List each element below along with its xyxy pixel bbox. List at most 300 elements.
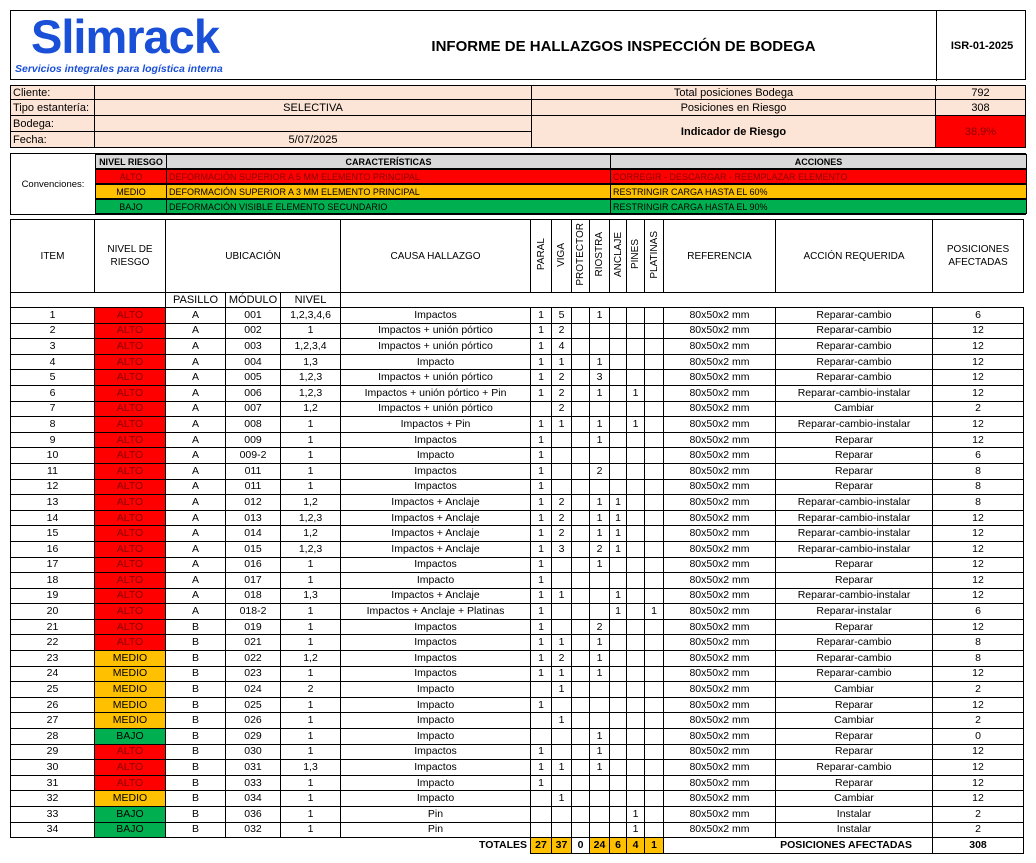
cell-pines bbox=[627, 463, 645, 479]
cell-paral: 1 bbox=[531, 744, 552, 760]
cell-protector bbox=[572, 510, 590, 526]
cell-causa: Impacto bbox=[341, 775, 531, 791]
subheader-pasillo: PASILLO bbox=[166, 293, 226, 308]
cell-posiciones: 12 bbox=[933, 417, 1024, 433]
cell-modulo: 013 bbox=[226, 510, 281, 526]
cell-referencia: 80x50x2 mm bbox=[664, 619, 776, 635]
cell-platinas bbox=[645, 385, 664, 401]
cell-modulo: 036 bbox=[226, 807, 281, 823]
cell-viga: 1 bbox=[552, 354, 572, 370]
conv-header-caracteristicas: CARACTERÍSTICAS bbox=[166, 154, 611, 169]
cell-causa: Pin bbox=[341, 822, 531, 838]
cell-nivel-ubic: 1,3 bbox=[281, 354, 341, 370]
cell-modulo: 004 bbox=[226, 354, 281, 370]
cell-viga bbox=[552, 775, 572, 791]
cell-paral: 1 bbox=[531, 370, 552, 386]
cell-riostra bbox=[590, 448, 610, 464]
cell-platinas bbox=[645, 775, 664, 791]
cell-item: 2 bbox=[11, 323, 95, 339]
table-row bbox=[11, 666, 1024, 682]
cell-nivel-ubic: 1 bbox=[281, 775, 341, 791]
cell-referencia: 80x50x2 mm bbox=[664, 479, 776, 495]
cell-causa: Impactos bbox=[341, 619, 531, 635]
cell-platinas bbox=[645, 401, 664, 417]
table-row bbox=[11, 308, 1024, 324]
cell-accion: Reparar-instalar bbox=[776, 604, 933, 620]
cell-modulo: 009 bbox=[226, 432, 281, 448]
cell-pines bbox=[627, 495, 645, 511]
cell-nivel: ALTO bbox=[95, 775, 166, 791]
cell-accion: Reparar bbox=[776, 432, 933, 448]
cell-referencia: 80x50x2 mm bbox=[664, 354, 776, 370]
cell-viga bbox=[552, 604, 572, 620]
cell-protector bbox=[572, 775, 590, 791]
cell-pasillo: B bbox=[166, 651, 226, 667]
cell-item: 12 bbox=[11, 479, 95, 495]
cell-referencia: 80x50x2 mm bbox=[664, 370, 776, 386]
cell-pines bbox=[627, 370, 645, 386]
cell-modulo: 017 bbox=[226, 573, 281, 589]
cell-nivel-ubic: 1 bbox=[281, 573, 341, 589]
cell-pasillo: A bbox=[166, 401, 226, 417]
cell-causa: Impactos + unión pórtico + Pin bbox=[341, 385, 531, 401]
cell-riostra bbox=[590, 401, 610, 417]
cell-paral bbox=[531, 729, 552, 745]
cell-modulo: 001 bbox=[226, 308, 281, 324]
cell-posiciones: 12 bbox=[933, 526, 1024, 542]
table-row bbox=[11, 604, 1024, 620]
cell-accion: Reparar bbox=[776, 729, 933, 745]
cell-platinas bbox=[645, 573, 664, 589]
cell-protector bbox=[572, 682, 590, 698]
cell-nivel-ubic: 1,2 bbox=[281, 651, 341, 667]
report-code: ISR-01-2025 bbox=[936, 11, 1027, 81]
cell-pasillo: B bbox=[166, 619, 226, 635]
table-row bbox=[11, 729, 1024, 745]
header-referencia: REFERENCIA bbox=[664, 220, 776, 293]
conv-medio-nivel: MEDIO bbox=[95, 184, 167, 199]
cell-pasillo: B bbox=[166, 791, 226, 807]
cell-modulo: 011 bbox=[226, 479, 281, 495]
cell-viga: 1 bbox=[552, 417, 572, 433]
cell-viga bbox=[552, 573, 572, 589]
table-row bbox=[11, 385, 1024, 401]
header-protector: PROTECTOR bbox=[572, 220, 590, 293]
cell-accion: Reparar bbox=[776, 448, 933, 464]
cell-accion: Reparar bbox=[776, 697, 933, 713]
cell-causa: Impactos + Anclaje + Platinas bbox=[341, 604, 531, 620]
findings-table bbox=[10, 219, 1024, 854]
table-row bbox=[11, 791, 1024, 807]
cell-causa: Impactos + unión pórtico bbox=[341, 323, 531, 339]
cell-nivel: MEDIO bbox=[95, 697, 166, 713]
cell-accion: Reparar-cambio bbox=[776, 308, 933, 324]
cell-causa: Impactos bbox=[341, 432, 531, 448]
cell-item: 1 bbox=[11, 308, 95, 324]
cell-modulo: 034 bbox=[226, 791, 281, 807]
cell-nivel-ubic: 1 bbox=[281, 417, 341, 433]
cell-pasillo: A bbox=[166, 604, 226, 620]
cell-paral: 1 bbox=[531, 775, 552, 791]
cell-accion: Reparar-cambio bbox=[776, 651, 933, 667]
cell-referencia: 80x50x2 mm bbox=[664, 432, 776, 448]
cell-posiciones: 6 bbox=[933, 448, 1024, 464]
cell-protector bbox=[572, 791, 590, 807]
cell-modulo: 022 bbox=[226, 651, 281, 667]
cell-pasillo: A bbox=[166, 495, 226, 511]
cell-nivel: BAJO bbox=[95, 822, 166, 838]
header-paral: PARAL bbox=[531, 220, 552, 293]
cell-nivel-ubic: 1 bbox=[281, 822, 341, 838]
cell-riostra: 1 bbox=[590, 308, 610, 324]
cell-viga: 1 bbox=[552, 682, 572, 698]
cell-item: 22 bbox=[11, 635, 95, 651]
cell-item: 23 bbox=[11, 651, 95, 667]
cell-causa: Impactos + Anclaje bbox=[341, 541, 531, 557]
cell-protector bbox=[572, 448, 590, 464]
cell-accion: Reparar-cambio-instalar bbox=[776, 541, 933, 557]
cell-viga: 1 bbox=[552, 635, 572, 651]
cell-anclaje bbox=[610, 635, 627, 651]
cell-platinas bbox=[645, 370, 664, 386]
cell-posiciones: 0 bbox=[933, 729, 1024, 745]
table-row bbox=[11, 682, 1024, 698]
cell-modulo: 019 bbox=[226, 619, 281, 635]
cell-platinas bbox=[645, 417, 664, 433]
cell-riostra: 2 bbox=[590, 619, 610, 635]
cell-platinas bbox=[645, 308, 664, 324]
cell-modulo: 011 bbox=[226, 463, 281, 479]
cell-pines bbox=[627, 510, 645, 526]
cell-causa: Impactos + Anclaje bbox=[341, 495, 531, 511]
cell-platinas bbox=[645, 729, 664, 745]
cell-paral bbox=[531, 682, 552, 698]
conv-medio-caract: DEFORMACIÓN SUPERIOR A 3 MM ELEMENTO PRINCIPAL bbox=[166, 184, 611, 199]
cell-posiciones: 2 bbox=[933, 401, 1024, 417]
cell-viga bbox=[552, 807, 572, 823]
cell-platinas bbox=[645, 323, 664, 339]
cell-protector bbox=[572, 619, 590, 635]
cell-protector bbox=[572, 604, 590, 620]
cell-protector bbox=[572, 479, 590, 495]
cell-nivel: ALTO bbox=[95, 604, 166, 620]
cell-item: 18 bbox=[11, 573, 95, 589]
cell-platinas bbox=[645, 354, 664, 370]
cell-platinas bbox=[645, 713, 664, 729]
cell-nivel-ubic: 1 bbox=[281, 448, 341, 464]
cell-item: 21 bbox=[11, 619, 95, 635]
cell-referencia: 80x50x2 mm bbox=[664, 541, 776, 557]
conv-alto-nivel: ALTO bbox=[95, 169, 167, 184]
cell-nivel-ubic: 1,2,3 bbox=[281, 385, 341, 401]
cell-platinas bbox=[645, 463, 664, 479]
cell-protector bbox=[572, 697, 590, 713]
table-row bbox=[11, 713, 1024, 729]
cell-nivel-ubic: 1,3 bbox=[281, 588, 341, 604]
cell-nivel: ALTO bbox=[95, 495, 166, 511]
cell-anclaje bbox=[610, 417, 627, 433]
cell-referencia: 80x50x2 mm bbox=[664, 308, 776, 324]
cell-pasillo: A bbox=[166, 573, 226, 589]
cell-item: 7 bbox=[11, 401, 95, 417]
cell-modulo: 006 bbox=[226, 385, 281, 401]
cell-nivel-ubic: 1 bbox=[281, 557, 341, 573]
header-nivel-riesgo: NIVEL DE RIESGO bbox=[95, 220, 166, 293]
cell-nivel-ubic: 1 bbox=[281, 697, 341, 713]
cell-nivel: ALTO bbox=[95, 510, 166, 526]
bodega-label: Bodega: bbox=[10, 116, 95, 132]
cell-item: 33 bbox=[11, 807, 95, 823]
cell-item: 20 bbox=[11, 604, 95, 620]
cell-anclaje bbox=[610, 339, 627, 355]
cell-protector bbox=[572, 807, 590, 823]
table-row bbox=[11, 635, 1024, 651]
cell-nivel: ALTO bbox=[95, 448, 166, 464]
cell-accion: Reparar bbox=[776, 573, 933, 589]
cell-protector bbox=[572, 557, 590, 573]
cell-item: 9 bbox=[11, 432, 95, 448]
cell-pines: 1 bbox=[627, 417, 645, 433]
cell-protector bbox=[572, 541, 590, 557]
cell-pasillo: A bbox=[166, 588, 226, 604]
cell-causa: Impactos + Anclaje bbox=[341, 526, 531, 542]
cell-modulo: 021 bbox=[226, 635, 281, 651]
table-row bbox=[11, 339, 1024, 355]
total-posiciones-value: 792 bbox=[935, 85, 1026, 100]
cell-causa: Impactos bbox=[341, 666, 531, 682]
cell-item: 10 bbox=[11, 448, 95, 464]
cell-paral: 1 bbox=[531, 339, 552, 355]
cell-causa: Impactos bbox=[341, 651, 531, 667]
cell-nivel-ubic: 1,2 bbox=[281, 401, 341, 417]
cell-platinas bbox=[645, 682, 664, 698]
cell-item: 28 bbox=[11, 729, 95, 745]
cell-referencia: 80x50x2 mm bbox=[664, 791, 776, 807]
cell-paral: 1 bbox=[531, 588, 552, 604]
cell-accion: Reparar-cambio-instalar bbox=[776, 417, 933, 433]
cell-protector bbox=[572, 651, 590, 667]
fecha-value: 5/07/2025 bbox=[94, 132, 532, 148]
table-row bbox=[11, 401, 1024, 417]
cell-posiciones: 12 bbox=[933, 697, 1024, 713]
table-row bbox=[11, 557, 1024, 573]
cell-causa: Impactos + unión pórtico bbox=[341, 339, 531, 355]
cell-viga bbox=[552, 822, 572, 838]
cell-protector bbox=[572, 729, 590, 745]
cell-paral: 1 bbox=[531, 697, 552, 713]
cell-anclaje: 1 bbox=[610, 588, 627, 604]
cell-nivel-ubic: 1 bbox=[281, 432, 341, 448]
cell-pasillo: A bbox=[166, 479, 226, 495]
cell-posiciones: 12 bbox=[933, 432, 1024, 448]
cell-platinas bbox=[645, 495, 664, 511]
cell-protector bbox=[572, 760, 590, 776]
cell-pines bbox=[627, 682, 645, 698]
cell-causa: Impactos + Anclaje bbox=[341, 510, 531, 526]
cell-anclaje bbox=[610, 401, 627, 417]
cell-platinas bbox=[645, 635, 664, 651]
cell-pasillo: A bbox=[166, 370, 226, 386]
cell-referencia: 80x50x2 mm bbox=[664, 713, 776, 729]
cell-paral: 1 bbox=[531, 510, 552, 526]
cell-pines bbox=[627, 760, 645, 776]
cell-posiciones: 6 bbox=[933, 308, 1024, 324]
cell-nivel-ubic: 1 bbox=[281, 479, 341, 495]
cell-viga: 1 bbox=[552, 588, 572, 604]
cell-riostra bbox=[590, 775, 610, 791]
posiciones-riesgo-label: Posiciones en Riesgo bbox=[531, 100, 936, 116]
slimrack-logo bbox=[13, 10, 313, 79]
cell-paral: 1 bbox=[531, 666, 552, 682]
cell-item: 3 bbox=[11, 339, 95, 355]
cell-modulo: 008 bbox=[226, 417, 281, 433]
cell-item: 32 bbox=[11, 791, 95, 807]
cell-pines bbox=[627, 666, 645, 682]
cell-causa: Impacto bbox=[341, 791, 531, 807]
cell-item: 16 bbox=[11, 541, 95, 557]
cell-nivel-ubic: 1,2,3 bbox=[281, 510, 341, 526]
cell-item: 8 bbox=[11, 417, 95, 433]
cell-referencia: 80x50x2 mm bbox=[664, 463, 776, 479]
logo-text: Slimrack bbox=[31, 10, 219, 63]
report-header bbox=[10, 10, 1026, 80]
cliente-label: Cliente: bbox=[10, 85, 95, 100]
fecha-label: Fecha: bbox=[10, 132, 95, 148]
cell-pasillo: A bbox=[166, 323, 226, 339]
cell-platinas bbox=[645, 479, 664, 495]
cell-item: 14 bbox=[11, 510, 95, 526]
cell-platinas bbox=[645, 557, 664, 573]
table-row bbox=[11, 417, 1024, 433]
cell-accion: Cambiar bbox=[776, 713, 933, 729]
cell-protector bbox=[572, 573, 590, 589]
cell-riostra bbox=[590, 791, 610, 807]
cell-posiciones: 12 bbox=[933, 339, 1024, 355]
posiciones-afectadas-label: POSICIONES AFECTADAS bbox=[664, 838, 933, 854]
cell-pines bbox=[627, 697, 645, 713]
cell-modulo: 023 bbox=[226, 666, 281, 682]
cell-referencia: 80x50x2 mm bbox=[664, 495, 776, 511]
conv-header-nivel: NIVEL RIESGO bbox=[95, 154, 167, 169]
cell-riostra: 1 bbox=[590, 635, 610, 651]
cell-anclaje bbox=[610, 651, 627, 667]
cell-paral: 1 bbox=[531, 463, 552, 479]
cell-protector bbox=[572, 432, 590, 448]
cell-modulo: 029 bbox=[226, 729, 281, 745]
cell-nivel: ALTO bbox=[95, 744, 166, 760]
cell-riostra bbox=[590, 588, 610, 604]
cell-item: 26 bbox=[11, 697, 95, 713]
cell-modulo: 026 bbox=[226, 713, 281, 729]
cell-pasillo: B bbox=[166, 682, 226, 698]
cell-pines bbox=[627, 323, 645, 339]
cell-protector bbox=[572, 463, 590, 479]
cell-nivel: ALTO bbox=[95, 619, 166, 635]
cell-item: 15 bbox=[11, 526, 95, 542]
table-row bbox=[11, 354, 1024, 370]
table-row bbox=[11, 370, 1024, 386]
cell-modulo: 007 bbox=[226, 401, 281, 417]
cell-accion: Reparar-cambio bbox=[776, 666, 933, 682]
cell-referencia: 80x50x2 mm bbox=[664, 557, 776, 573]
cell-causa: Impactos + unión pórtico bbox=[341, 401, 531, 417]
cell-riostra: 1 bbox=[590, 729, 610, 745]
cell-pines bbox=[627, 588, 645, 604]
cell-pasillo: A bbox=[166, 448, 226, 464]
cell-viga bbox=[552, 697, 572, 713]
conv-bajo-accion: RESTRINGIR CARGA HASTA EL 90% bbox=[610, 199, 1027, 214]
cell-nivel-ubic: 1 bbox=[281, 744, 341, 760]
header-item: ITEM bbox=[11, 220, 95, 293]
cell-platinas bbox=[645, 619, 664, 635]
cell-nivel: BAJO bbox=[95, 729, 166, 745]
cell-protector bbox=[572, 526, 590, 542]
cell-referencia: 80x50x2 mm bbox=[664, 666, 776, 682]
cell-viga: 5 bbox=[552, 308, 572, 324]
cell-posiciones: 12 bbox=[933, 541, 1024, 557]
cell-viga: 2 bbox=[552, 510, 572, 526]
cell-anclaje bbox=[610, 479, 627, 495]
header-accion: ACCIÓN REQUERIDA bbox=[776, 220, 933, 293]
cell-anclaje bbox=[610, 557, 627, 573]
total-posiciones-label: Total posiciones Bodega bbox=[531, 85, 936, 100]
cell-paral: 1 bbox=[531, 635, 552, 651]
header-viga: VIGA bbox=[552, 220, 572, 293]
cell-accion: Reparar-cambio bbox=[776, 635, 933, 651]
cell-pasillo: B bbox=[166, 822, 226, 838]
total-protector: 0 bbox=[572, 838, 590, 854]
cell-referencia: 80x50x2 mm bbox=[664, 697, 776, 713]
cell-viga: 3 bbox=[552, 541, 572, 557]
cell-riostra bbox=[590, 604, 610, 620]
cell-pasillo: B bbox=[166, 775, 226, 791]
cell-causa: Impactos bbox=[341, 308, 531, 324]
cell-pines bbox=[627, 791, 645, 807]
cell-anclaje bbox=[610, 448, 627, 464]
cell-pines bbox=[627, 541, 645, 557]
cell-nivel-ubic: 1 bbox=[281, 323, 341, 339]
cell-causa: Impacto bbox=[341, 697, 531, 713]
cell-riostra: 1 bbox=[590, 495, 610, 511]
table-row bbox=[11, 479, 1024, 495]
cell-posiciones: 12 bbox=[933, 323, 1024, 339]
cell-viga bbox=[552, 432, 572, 448]
subheader-nivel: NIVEL bbox=[281, 293, 341, 308]
cell-item: 11 bbox=[11, 463, 95, 479]
cell-anclaje bbox=[610, 682, 627, 698]
cell-nivel-ubic: 1,2,3 bbox=[281, 541, 341, 557]
cell-nivel: ALTO bbox=[95, 370, 166, 386]
cell-posiciones: 12 bbox=[933, 775, 1024, 791]
cell-paral: 1 bbox=[531, 432, 552, 448]
cell-riostra: 3 bbox=[590, 370, 610, 386]
cell-referencia: 80x50x2 mm bbox=[664, 822, 776, 838]
cell-nivel: BAJO bbox=[95, 807, 166, 823]
cell-pines bbox=[627, 604, 645, 620]
bodega-value bbox=[94, 116, 532, 132]
cell-item: 4 bbox=[11, 354, 95, 370]
header-posiciones: POSICIONES AFECTADAS bbox=[933, 220, 1024, 293]
cell-protector bbox=[572, 370, 590, 386]
cell-nivel-ubic: 2 bbox=[281, 682, 341, 698]
conventions-label: Convenciones: bbox=[21, 178, 85, 190]
cell-nivel-ubic: 1 bbox=[281, 791, 341, 807]
cell-riostra: 2 bbox=[590, 463, 610, 479]
cell-protector bbox=[572, 822, 590, 838]
cell-riostra: 1 bbox=[590, 557, 610, 573]
cell-modulo: 024 bbox=[226, 682, 281, 698]
cell-referencia: 80x50x2 mm bbox=[664, 760, 776, 776]
